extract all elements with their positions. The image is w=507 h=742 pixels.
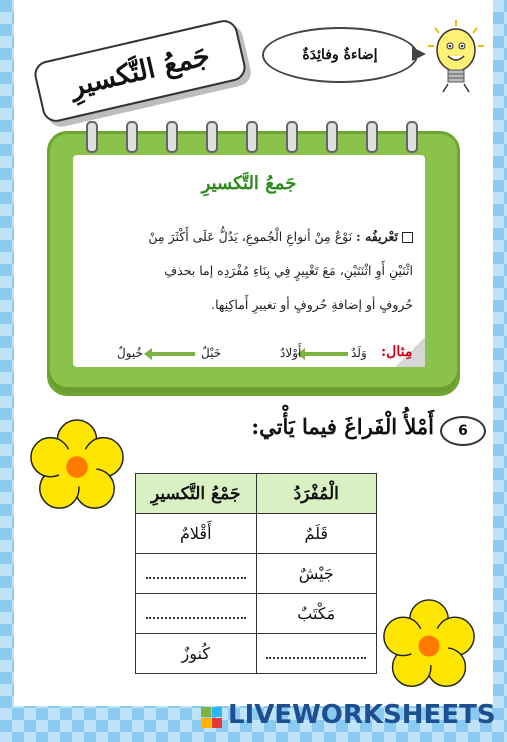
note-title: جَمعُ التَّكسيرِ — [201, 173, 297, 194]
ring-icon — [126, 121, 138, 153]
ring-icon — [246, 121, 258, 153]
page-title: جَمعُ التَّكسيرِ — [67, 39, 213, 103]
ring-icon — [406, 121, 418, 153]
blank-line — [146, 607, 246, 619]
blank-line — [146, 567, 246, 579]
header-plural: جَمْعُ التَّكسيرِ — [136, 474, 257, 514]
ring-icon — [166, 121, 178, 153]
definition-line-1 — [73, 229, 413, 244]
exercise-instruction: أَمْلأُ الْفَراغَ فيما يَأْتي: — [251, 414, 434, 439]
exercise-number: 6 — [440, 416, 486, 446]
brand-suffix: WORKSHEETS — [292, 700, 496, 730]
exercise-table — [135, 473, 377, 674]
checkbox-icon — [402, 232, 413, 243]
plural-cell: كُنوزٌ — [136, 634, 257, 674]
lightbulb-icon — [425, 18, 487, 96]
singular-cell: قَلَمٌ — [256, 514, 377, 554]
liveworksheets-brand — [228, 700, 496, 730]
header-singular: الْمُفْرَدُ — [256, 474, 377, 514]
ring-icon — [86, 121, 98, 153]
table-row — [136, 554, 377, 594]
example-label: مِثال: — [381, 344, 413, 360]
example-1-plural: أَوْلادٌ — [280, 346, 302, 360]
table-row — [136, 594, 377, 634]
liveworksheets-logo-icon — [200, 705, 224, 729]
answer-field[interactable] — [136, 594, 257, 634]
answer-field[interactable] — [256, 634, 377, 674]
blank-line — [266, 647, 366, 659]
answer-field[interactable] — [136, 554, 257, 594]
arrow-left-icon — [151, 352, 195, 356]
example-2-singular: خَيْلٌ — [201, 346, 222, 360]
notebook-rings — [86, 121, 436, 151]
definition-label: تَعْريفُه : — [356, 229, 398, 244]
example-1-singular: وَلَدٌ — [351, 346, 367, 360]
ring-icon — [326, 121, 338, 153]
tip-bubble — [262, 27, 418, 83]
definition-line-3: حُروفٍ أو إضافةِ حُروفٍ أو تغييرِ أَماكِنِها. — [211, 297, 413, 312]
arrow-left-icon — [304, 352, 348, 356]
example-2-plural: خُيولٌ — [117, 346, 143, 360]
ring-icon — [206, 121, 218, 153]
flower-icon — [28, 418, 126, 516]
tip-bubble-text: إضاءةٌ وفائِدَةٌ — [302, 47, 378, 63]
ring-icon — [366, 121, 378, 153]
flower-icon — [381, 598, 477, 694]
brand-prefix: LIVE — [228, 700, 293, 730]
singular-cell: مَكْتَبٌ — [256, 594, 377, 634]
definition-line-2: اثْنَيْنِ أَوِ اثْنَتَيْنِ، مَعَ تَغْيِيرٍ فِي بِنَاءِ مُفْرَدِه إما بحذفِ — [164, 263, 413, 278]
ring-icon — [286, 121, 298, 153]
table-row — [136, 634, 377, 674]
table-row — [136, 514, 377, 554]
table-header-row — [136, 474, 377, 514]
definition-text-1: نَوْعٌ مِنْ أنواعِ الْجُموعِ، يَدُلُّ عَلَى أَكْثَرَ مِنْ — [148, 229, 353, 244]
plural-cell: أَقْلامٌ — [136, 514, 257, 554]
singular-cell: جَيْشٌ — [256, 554, 377, 594]
